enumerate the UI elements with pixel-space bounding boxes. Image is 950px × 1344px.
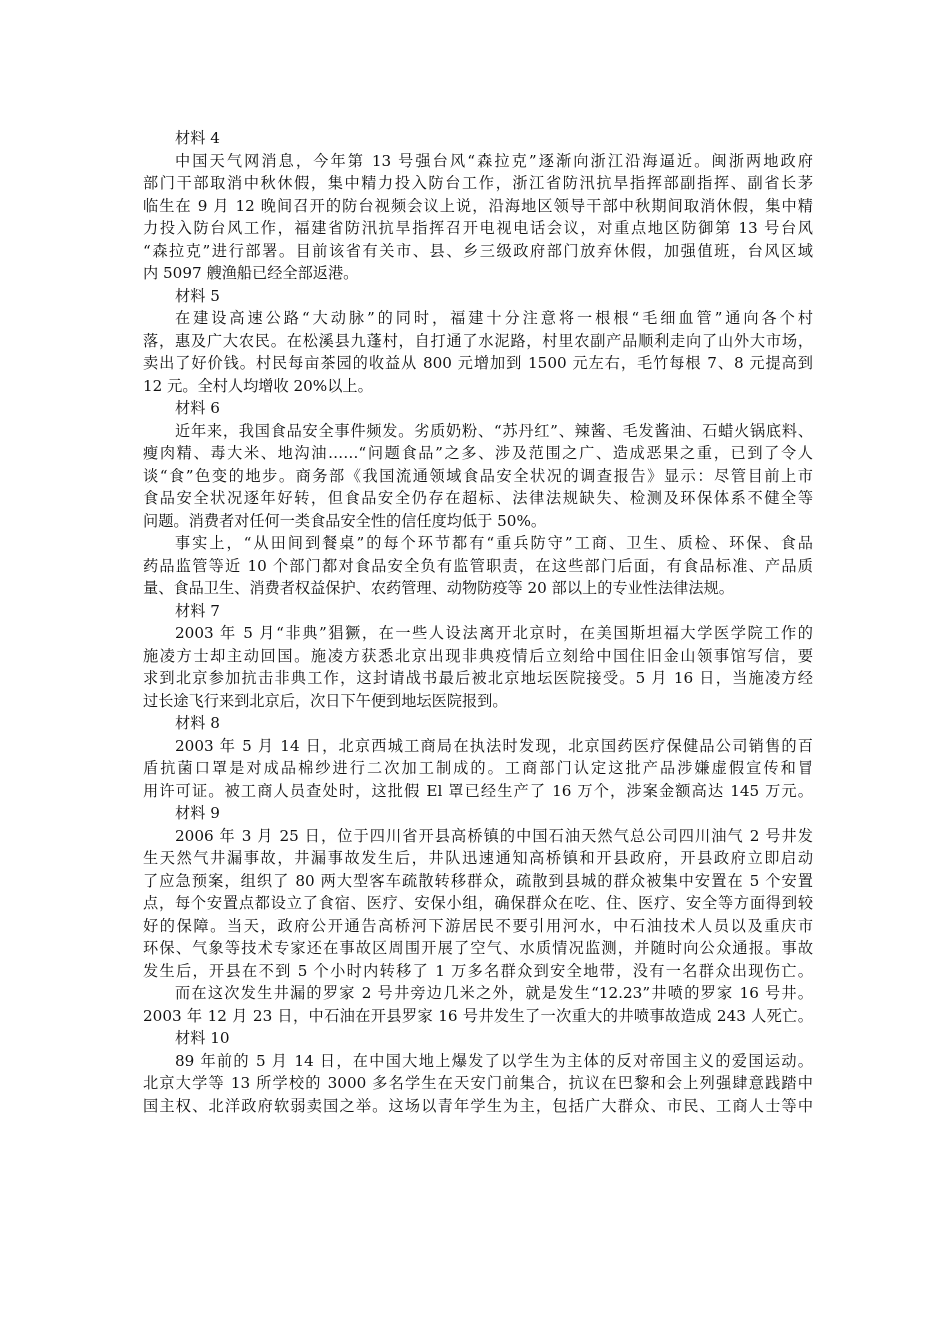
section-heading: 材料 6	[175, 399, 220, 417]
text-line: 点，每个安置点都设立了食宿、医疗、安保小组，确保群众在吃、住、医疗、安全等方面得到较	[143, 894, 813, 912]
text-line: 国主权、北洋政府软弱卖国之举。这场以青年学生为主，包括广大群众、市民、工商人士等中	[143, 1096, 813, 1115]
text-line: 在建设高速公路“大动脉”的同时，福建十分注意将一根根“毛细血管”通向各个村	[175, 309, 813, 327]
text-line: 12 元。全村人均增收 20%以上。	[143, 376, 373, 395]
text-line: 盾抗菌口罩是对成品棉纱进行二次加工制成的。工商部门认定这批产品涉嫌虚假宣传和冒	[143, 759, 813, 777]
text-line: 求到北京参加抗击非典工作，这封请战书最后被北京地坛医院接受。5 月 16 日，当施凌方经	[143, 669, 813, 687]
text-line: 问题。消费者对任何一类食品安全性的信任度均低于 50%。	[143, 511, 547, 530]
text-line: 中国天气网消息，今年第 13 号强台风“森拉克”逐渐向浙江沿海逼近。闽浙两地政府	[175, 151, 813, 170]
text-line: 内 5097 艘渔船已经全部返港。	[143, 264, 359, 282]
text-line: 施凌方士却主动回国。施凌方获悉北京出现非典疫情后立刻给中国住旧金山领事馆写信，要	[143, 646, 813, 665]
text-line: 用许可证。被工商人员查处时，这批假 El 罩已经生产了 16 万个，涉案金额高达 145 万元。	[143, 781, 813, 800]
text-line: “森拉克”进行部署。目前该省有关市、县、乡三级政府部门放弃休假，加强值班，台风区域	[143, 241, 813, 260]
text-line: 部门干部取消中秋休假，集中精力投入防台工作，浙江省防汛抗旱指挥部副指挥、副省长茅	[143, 174, 813, 192]
text-line: 而在这次发生井漏的罗家 2 号井旁边几米之外，就是发生“12.23”井喷的罗家 16 号井。	[175, 984, 813, 1002]
section-heading: 材料 4	[175, 129, 220, 147]
section-heading: 材料 8	[175, 714, 220, 732]
text-line: 事实上，“从田间到餐桌”的每个环节都有“重兵防守”工商、卫生、质检、环保、食品	[175, 534, 813, 552]
text-line: 药品监管等近 10 个部门都对食品安全负有监管职责，在这些部门后面，有食品标准、产品质	[143, 556, 813, 575]
text-line: 2003 年 5 月“非典”猖獗，在一些人设法离开北京时，在美国斯坦福大学医学院工作的	[175, 624, 813, 642]
text-line: 近年来，我国食品安全事件频发。劣质奶粉、“苏丹红”、辣酱、毛发酱油、石蜡火锅底料、	[175, 421, 813, 440]
text-line: 过长途飞行来到北京后，次日下午便到地坛医院报到。	[143, 691, 508, 710]
text-line: 2003 年 12 月 23 日，中石油在开县罗家 16 号井发生了一次重大的井喷事故造成 243 人死亡。	[143, 1006, 813, 1025]
text-line: 谈“食”色变的地步。商务部《我国流通领域食品安全状况的调查报告》显示：尽管目前上市	[143, 466, 813, 485]
text-line: 89 年前的 5 月 14 日，在中国大地上爆发了以学生为主体的反对帝国主义的爱国运动。	[175, 1051, 813, 1070]
text-line: 量、食品卫生、消费者权益保护、农药管理、动物防疫等 20 部以上的专业性法律法规。	[143, 579, 734, 597]
text-line: 了应急预案，组织了 80 两大型客车疏散转移群众，疏散到县城的群众被集中安置在 5 个安置	[143, 871, 813, 890]
text-line: 卖出了好价钱。村民每亩茶园的收益从 800 元增加到 1500 元左右，毛竹每根 7、8 元提高到	[143, 354, 813, 372]
text-line: 2003 年 5 月 14 日，北京西城工商局在执法时发现，北京国药医疗保健品公司销售的百	[175, 736, 813, 755]
text-line: 临生在 9 月 12 晚间召开的防台视频会议上说，沿海地区领导干部中秋期间取消休假，集中精	[143, 196, 813, 215]
text-line: 北京大学等 13 所学校的 3000 多名学生在天安门前集合，抗议在巴黎和会上列强肆意践踏中	[143, 1074, 813, 1092]
section-heading: 材料 9	[175, 804, 220, 822]
text-line: 瘦肉精、毒大米、地沟油……“问题食品”之多、涉及范围之广、造成恶果之重，已到了令人	[143, 444, 813, 462]
text-line: 好的保障。当天，政府公开通告高桥河下游居民不要引用河水，中石油技术人员以及重庆市	[143, 916, 813, 935]
text-line: 2006 年 3 月 25 日，位于四川省开县高桥镇的中国石油天然气总公司四川油气 2 号井发	[175, 826, 813, 845]
text-line: 生天然气井漏事故，井漏事故发生后，井队迅速通知高桥镇和开县政府，开县政府立即启动	[143, 849, 813, 867]
text-line: 力投入防台风工作，福建省防汛抗旱指挥召开电视电话会议，对重点地区防御第 13 号台风	[143, 219, 813, 237]
text-line: 发生后，开县在不到 5 个小时内转移了 1 万多名群众到安全地带，没有一名群众出现伤亡。	[143, 961, 813, 980]
text-line: 落，惠及广大农民。在松溪县九蓬村，自打通了水泥路，村里农副产品顺利走向了山外大市场，	[143, 331, 813, 350]
text-line: 环保、气象等技术专家还在事故区周围开展了空气、水质情况监测，并随时向公众通报。事故	[143, 939, 813, 957]
section-heading: 材料 7	[175, 601, 220, 620]
document-page	[143, 127, 813, 1117]
text-line: 食品安全状况逐年好转，但食品安全仍存在超标、法律法规缺失、检测及环保体系不健全等	[143, 489, 813, 507]
section-heading: 材料 10	[175, 1029, 230, 1047]
section-heading: 材料 5	[175, 286, 220, 305]
